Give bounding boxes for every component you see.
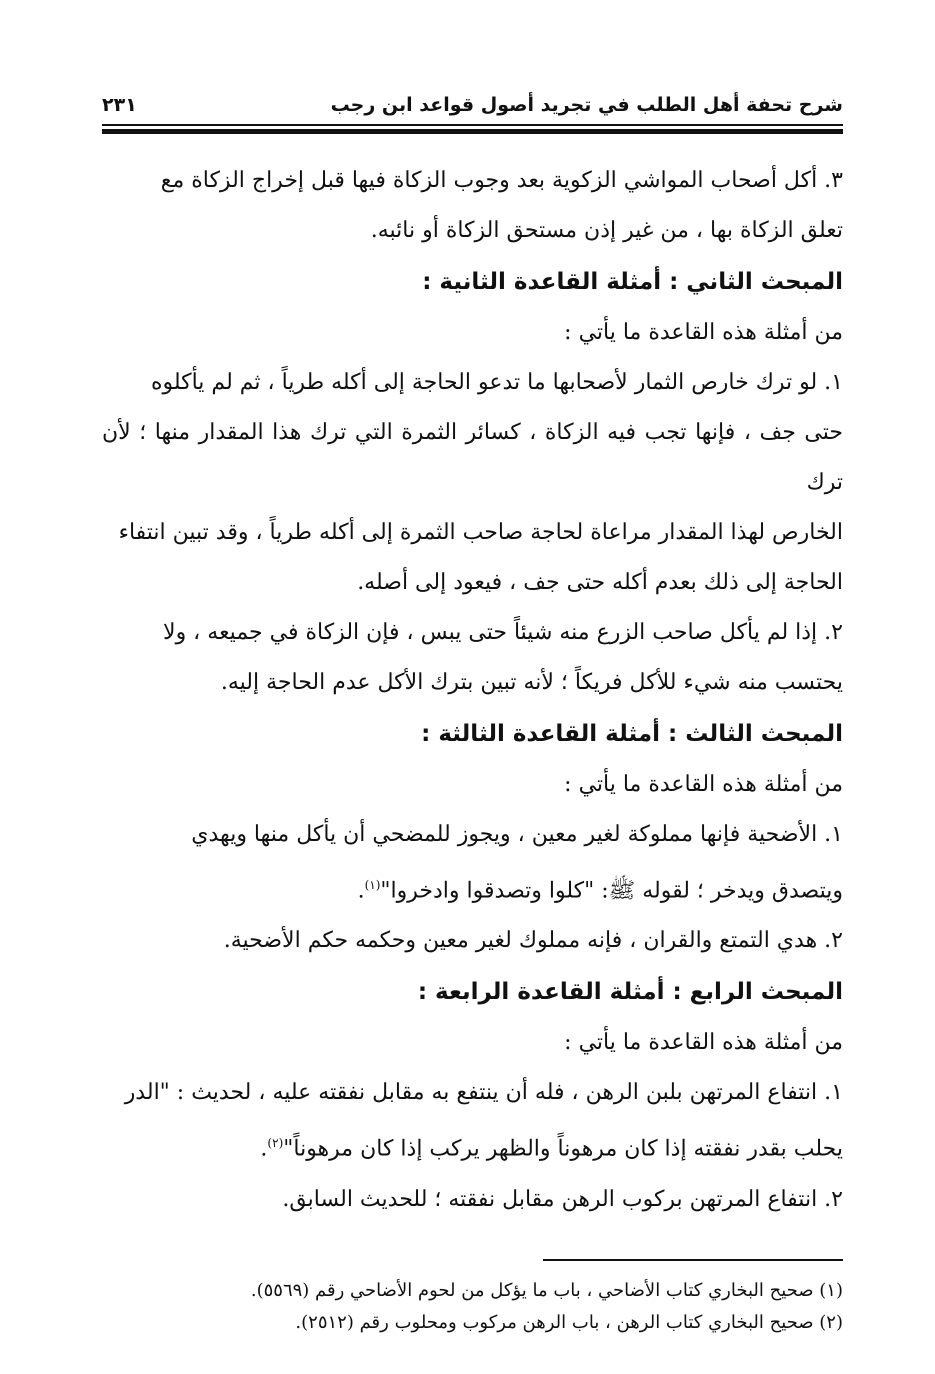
footnotes — [102, 1275, 843, 1339]
list-item — [102, 916, 843, 966]
paragraph-line — [102, 860, 843, 916]
paragraph-line: حتى جف ، فإنها تجب فيه الزكاة ، كسائر الثمرة التي ترك هذا المقدار منها ؛ لأن ترك — [102, 420, 843, 495]
list-item — [102, 608, 843, 708]
section-heading-4: المبحث الرابع : أمثلة القاعدة الرابعة : — [417, 979, 843, 1006]
paragraph-line: الخارص لهذا المقدار مراعاة لحاجة صاحب الثمرة إلى أكله طرياً ، وقد تبين انتفاء — [118, 520, 843, 545]
sentence-end: . — [357, 878, 365, 904]
paragraph-line: ١. الأضحية فإنها مملوكة لغير معين ، ويجوز للمضحي أن يأكل منها ويهدي — [191, 822, 843, 847]
page-number: ٢٣١ — [102, 94, 137, 116]
running-header — [102, 84, 843, 116]
footnote-ref-2[interactable]: (٢) — [267, 1136, 284, 1151]
paragraph-line — [102, 1118, 843, 1174]
paragraph-line: ٢. إذا لم يأكل صاحب الزرع منه شيئاً حتى يبس ، فإن الزكاة في جميعه ، ولا — [163, 620, 843, 645]
section-heading-2: المبحث الثاني : أمثلة القاعدة الثانية : — [422, 269, 843, 295]
list-item — [102, 1068, 843, 1174]
quote-text: ويتصدق ويدخر ؛ لقوله ﷺ: "كلوا وتصدقوا وادخروا" — [380, 878, 843, 904]
footnote-2: (٢) صحيح البخاري كتاب الرهن ، باب الرهن مركوب ومحلوب رقم (٢٥١٢). — [295, 1311, 843, 1333]
page-body — [102, 156, 843, 1339]
paragraph-line: ٣. أكل أصحاب المواشي الزكوية بعد وجوب الزكاة فيها قبل إخراج الزكاة مع — [160, 168, 843, 193]
paragraph-line: تعلق الزكاة بها ، من غير إذن مستحق الزكاة أو نائبه. — [370, 218, 843, 243]
footnote-ref-1[interactable]: (١) — [364, 878, 381, 892]
section-intro: من أمثلة هذه القاعدة ما يأتي : — [564, 772, 843, 797]
paragraph-line: ٢. انتفاع المرتهن بركوب الرهن مقابل نفقته ؛ للحديث السابق. — [282, 1186, 843, 1212]
paragraph-line: يحتسب منه شيء للأكل فريكاً ؛ لأنه تبين بترك الأكل عدم الحاجة إليه. — [220, 670, 843, 695]
paragraph-line: الحاجة إلى ذلك بعدم أكله حتى جف ، فيعود إلى أصله. — [357, 570, 843, 595]
list-item — [102, 1175, 843, 1225]
footnote-1: (١) صحيح البخاري كتاب الأضاحي ، باب ما يؤكل من لحوم الأضاحي رقم (٥٥٦٩). — [250, 1279, 843, 1301]
list-item — [102, 810, 843, 916]
header-rule-thin — [102, 124, 843, 126]
paragraph-line: ١. انتفاع المرتهن بلبن الرهن ، فله أن ينتفع به مقابل نفقته عليه ، لحديث : "الدر — [124, 1080, 843, 1106]
list-item — [102, 156, 843, 256]
footnote-separator — [543, 1259, 843, 1261]
paragraph-line: ٢. هدي التمتع والقران ، فإنه مملوك لغير معين وحكمه حكم الأضحية. — [223, 928, 843, 954]
quote-text: يحلب بقدر نفقته إذا كان مرهوناً والظهر يركب إذا كان مرهوناً" — [283, 1136, 843, 1162]
header-rule-thick — [102, 129, 843, 134]
section-intro: من أمثلة هذه القاعدة ما يأتي : — [564, 1030, 843, 1056]
paragraph-line: ١. لو ترك خارص الثمار لأصحابها ما تدعو الحاجة إلى أكله طرياً ، ثم لم يأكلوه — [150, 370, 843, 395]
list-item — [102, 358, 843, 608]
section-intro: من أمثلة هذه القاعدة ما يأتي : — [564, 320, 843, 345]
header-title: شرح تحفة أهل الطلب في تجريد أصول قواعد ابن رجب — [330, 94, 843, 116]
section-heading-3: المبحث الثالث : أمثلة القاعدة الثالثة : — [421, 721, 843, 747]
sentence-end: . — [260, 1136, 268, 1162]
